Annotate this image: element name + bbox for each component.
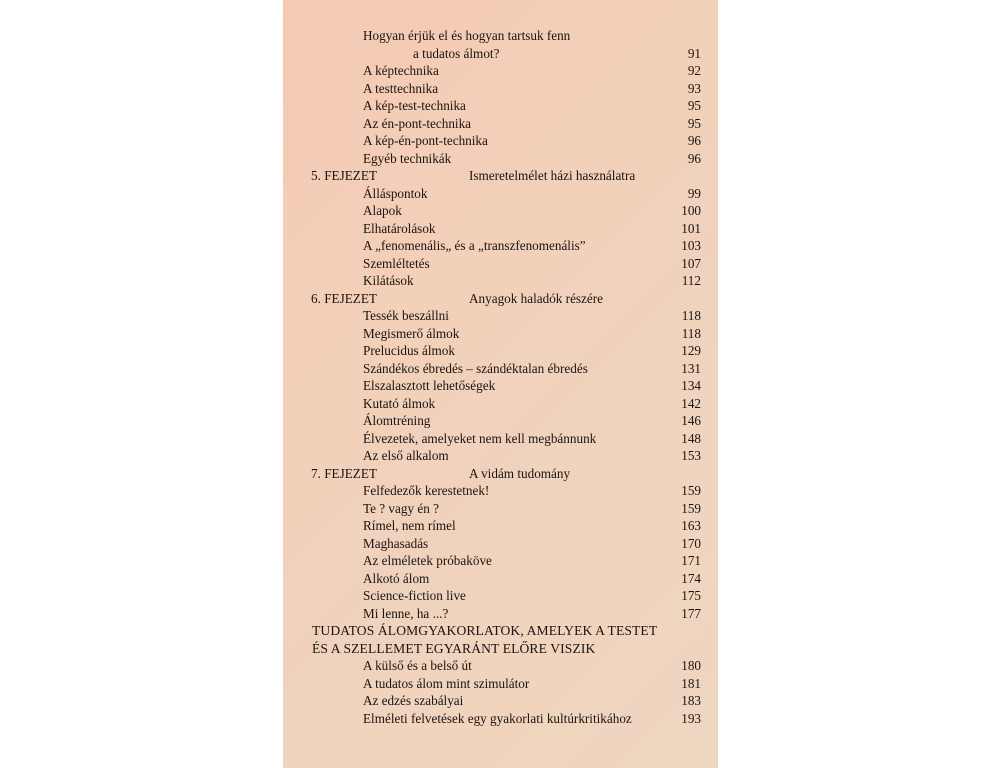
- toc-entry: [283, 150, 718, 168]
- toc-entry: [283, 675, 718, 693]
- toc-entry: [283, 202, 718, 220]
- toc-entry-title: Maghasadás: [363, 535, 429, 551]
- toc-entry: [283, 447, 718, 465]
- toc-entry: [283, 272, 718, 290]
- section-heading-line1: TUDATOS ÁLOMGYAKORLATOK, AMELYEK A TESTET: [312, 623, 658, 638]
- chapter-label: 6. FEJEZET: [311, 290, 377, 306]
- toc-page-number: 163: [681, 518, 701, 533]
- toc-entry: [283, 710, 718, 728]
- toc-page-number: 101: [681, 220, 701, 236]
- toc-entry-title: Szándékos ébredés – szándéktalan ébredés: [363, 360, 588, 376]
- chapter-label: 5. FEJEZET: [311, 168, 377, 183]
- toc-entry: [283, 237, 718, 255]
- toc-page-number: 177: [681, 605, 701, 621]
- toc-entry-title: Az edzés szabályai: [363, 693, 464, 708]
- toc-entry-title: Elszalasztott lehetőségek: [363, 378, 496, 393]
- toc-page-number: 95: [687, 115, 701, 131]
- toc-entry-title: Álomtréning: [363, 413, 431, 428]
- toc-entry: [283, 535, 718, 553]
- toc-entry-title: A testtechnika: [363, 80, 439, 96]
- toc-entry-title: Prelucidus álmok: [363, 343, 455, 358]
- toc-entry: [283, 307, 718, 325]
- chapter-label: 7. FEJEZET: [311, 465, 377, 481]
- toc-entry-title: Az elméletek próbaköve: [363, 553, 492, 568]
- toc-entry-title: A kép-test-technika: [363, 98, 466, 113]
- section-heading: [283, 622, 718, 640]
- toc-page-number: 153: [681, 448, 701, 463]
- toc-entry-title: Elhatárolások: [363, 220, 436, 236]
- toc-entry: [283, 412, 718, 430]
- toc-page-number: 96: [687, 133, 701, 148]
- toc-page-number: 91: [687, 45, 701, 61]
- toc-entry: [283, 587, 718, 605]
- toc-entry: [283, 255, 718, 273]
- toc-entry-title: Rímel, nem rímel: [363, 518, 456, 533]
- toc-page-number: 180: [681, 658, 701, 673]
- chapter-title: Anyagok haladók részére: [469, 290, 604, 306]
- toc-page-number: 96: [687, 150, 701, 166]
- toc-entry-title: Alapok: [363, 203, 402, 218]
- toc-entry: [283, 45, 718, 63]
- toc-entry-title: Az én-pont-technika: [363, 115, 472, 131]
- section-heading: [283, 640, 718, 658]
- toc-page-number: 93: [687, 80, 701, 96]
- toc-entry: [283, 97, 718, 115]
- toc-page-number: 142: [681, 395, 701, 411]
- toc-entry-title: A tudatos álom mint szimulátor: [363, 675, 530, 691]
- toc-entry-title: Az első alkalom: [363, 448, 449, 463]
- toc-page-number: 183: [681, 693, 701, 708]
- toc-page-number: 146: [681, 413, 701, 428]
- toc-entry-title: Kilátások: [363, 273, 414, 288]
- chapter-heading: [283, 167, 718, 185]
- toc-entry: [283, 62, 718, 80]
- toc-entry: [283, 482, 718, 500]
- toc-page-number: 148: [681, 430, 701, 446]
- toc-entry: [283, 500, 718, 518]
- toc-page-number: 92: [687, 63, 701, 78]
- toc-entry: [283, 325, 718, 343]
- toc-entry-title: Élvezetek, amelyeket nem kell megbánnunk: [363, 430, 597, 446]
- toc-entry-title: A képtechnika: [363, 63, 439, 78]
- chapter-heading: [283, 465, 718, 483]
- toc-page-number: 131: [681, 360, 701, 376]
- toc-entry: [283, 570, 718, 588]
- toc-entry: [283, 692, 718, 710]
- toc-entry-title-line1: Hogyan érjük el és hogyan tartsuk fenn: [363, 28, 571, 43]
- toc-entry: [283, 27, 718, 45]
- book-page: [283, 0, 718, 768]
- toc-entry-title: Felfedezők kerestetnek!: [363, 483, 490, 498]
- toc-page-number: 107: [681, 255, 701, 271]
- section-heading-line2: ÉS A SZELLEMET EGYARÁNT ELŐRE VISZIK: [312, 640, 596, 656]
- toc-entry: [283, 132, 718, 150]
- toc-entry-title: A külső és a belső út: [363, 658, 472, 673]
- toc-entry: [283, 185, 718, 203]
- toc-page-number: 171: [681, 553, 701, 568]
- toc-entry-title: Mi lenne, ha ...?: [363, 605, 449, 621]
- chapter-title: Ismeretelmélet házi használatra: [469, 168, 636, 183]
- toc-page-number: 181: [681, 675, 701, 691]
- toc-entry: [283, 552, 718, 570]
- toc-entry: [283, 517, 718, 535]
- toc-entry-title: Álláspontok: [363, 185, 428, 201]
- toc-entry-title: Elméleti felvetések egy gyakorlati kultúrkritikához: [363, 710, 632, 726]
- toc-entry: [283, 605, 718, 623]
- toc-entry: [283, 342, 718, 360]
- toc-entry-title: A kép-én-pont-technika: [363, 133, 488, 148]
- toc-entry: [283, 657, 718, 675]
- toc-entry-title: Szemléltetés: [363, 255, 430, 271]
- toc-entry-title: A „fenomenális„ és a „transzfenomenális”: [363, 238, 586, 253]
- chapter-title: A vidám tudomány: [469, 465, 571, 481]
- toc-entry: [283, 395, 718, 413]
- toc-page-number: 99: [687, 185, 701, 201]
- toc-page-number: 100: [681, 203, 701, 218]
- toc-entry-title: Alkotó álom: [363, 570, 430, 586]
- toc-entry: [283, 377, 718, 395]
- toc-entry: [283, 115, 718, 133]
- toc-entry-title-line2: a tudatos álmot?: [413, 45, 500, 61]
- toc-entry-title: Te ? vagy én ?: [363, 500, 439, 516]
- toc-entry: [283, 430, 718, 448]
- toc-entry: [283, 220, 718, 238]
- toc-entry: [283, 360, 718, 378]
- toc-page-number: 95: [687, 98, 701, 113]
- toc-page-number: 118: [681, 325, 701, 341]
- toc-page-number: 159: [681, 483, 701, 498]
- toc-entry-title: Egyéb technikák: [363, 150, 452, 166]
- toc-page-number: 129: [681, 343, 701, 358]
- toc-page-number: 118: [681, 308, 701, 323]
- toc-entry-title: Tessék beszállni: [363, 308, 449, 323]
- toc-entry-title: Science-fiction live: [363, 588, 466, 603]
- chapter-heading: [283, 290, 718, 308]
- toc-entry: [283, 80, 718, 98]
- toc-page-number: 193: [681, 710, 701, 726]
- toc-page-number: 170: [681, 535, 701, 551]
- toc-page-number: 175: [681, 588, 701, 603]
- toc-page-number: 174: [681, 570, 701, 586]
- toc-entry-title: Kutató álmok: [363, 395, 436, 411]
- toc-entry-title: Megismerő álmok: [363, 325, 460, 341]
- toc-page-number: 103: [681, 238, 701, 253]
- toc-page-number: 134: [681, 378, 701, 393]
- toc-page-number: 112: [681, 273, 701, 288]
- toc-page-number: 159: [681, 500, 701, 516]
